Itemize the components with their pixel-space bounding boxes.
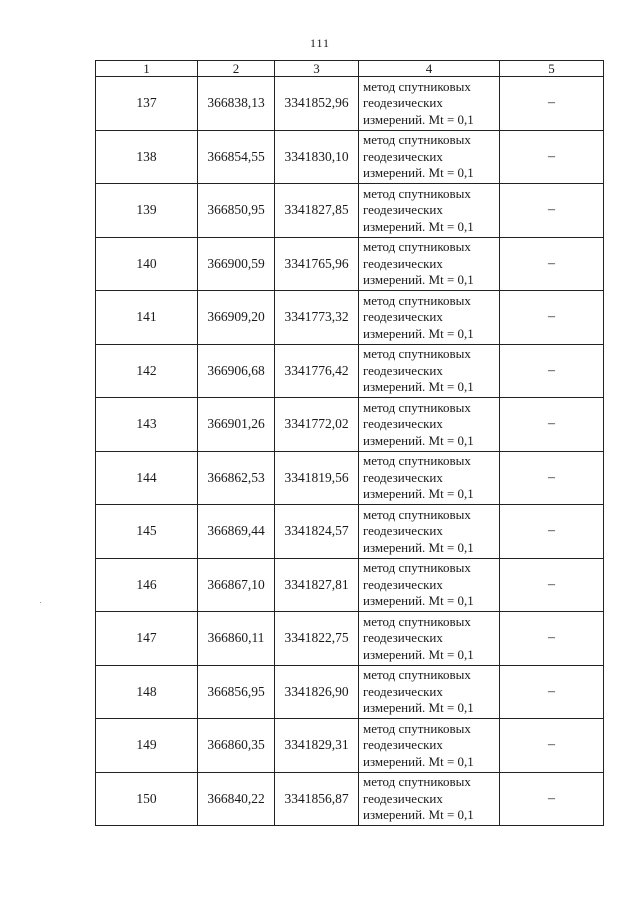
method-line: измерений. Mt = 0,1 [363,432,474,448]
method-description [359,398,500,452]
method-line: геодезических [363,683,443,699]
remark: – [500,451,604,505]
table-row [96,237,604,291]
point-number: 143 [96,398,198,452]
method-line: метод спутниковых [363,560,471,575]
point-number: 139 [96,184,198,238]
point-number: 145 [96,505,198,559]
table-row [96,184,604,238]
remark: – [500,291,604,345]
method-line: метод спутниковых [363,613,471,629]
remark: – [500,130,604,184]
point-number: 138 [96,130,198,184]
remark: – [500,505,604,559]
coordinate-x: 366856,95 [198,665,275,719]
coordinate-y: 3341765,96 [275,237,359,291]
method-line: геодезических [363,737,443,752]
coordinate-x: 366860,11 [198,612,275,666]
table-row [96,291,604,345]
coordinate-y: 3341776,42 [275,344,359,398]
point-number: 146 [96,558,198,612]
method-line: метод спутниковых [363,774,471,789]
method-description [359,665,500,719]
coordinate-x: 366867,10 [198,558,275,612]
method-description [359,451,500,505]
method-line: измерений. Mt = 0,1 [363,593,474,608]
method-line: геодезических [363,202,443,217]
coordinate-y: 3341852,96 [275,77,359,131]
method-description [359,505,500,559]
method-line: геодезических [363,630,443,645]
coordinate-x: 366840,22 [198,772,275,826]
table-row [96,344,604,398]
coordinate-x: 366838,13 [198,77,275,131]
method-line: метод спутниковых [363,720,471,736]
method-line: измерений. Mt = 0,1 [363,646,474,662]
method-description [359,612,500,666]
point-number: 149 [96,719,198,773]
remark: – [500,719,604,773]
scan-speck [40,602,41,603]
coordinate-y: 3341829,31 [275,719,359,773]
table-body [96,77,604,826]
method-line: измерений. Mt = 0,1 [363,807,474,822]
method-line: метод спутниковых [363,292,471,308]
point-number: 150 [96,772,198,826]
coordinate-y: 3341830,10 [275,130,359,184]
method-description [359,344,500,398]
coordinate-y: 3341827,85 [275,184,359,238]
coordinate-x: 366900,59 [198,237,275,291]
coordinate-y: 3341773,32 [275,291,359,345]
table-row [96,665,604,719]
remark: – [500,772,604,826]
header-col-2: 2 [198,61,275,77]
header-col-4: 4 [359,61,500,77]
coordinate-y: 3341822,75 [275,612,359,666]
coordinate-y: 3341772,02 [275,398,359,452]
header-col-1: 1 [96,61,198,77]
coordinate-x: 366860,35 [198,719,275,773]
remark: – [500,184,604,238]
remark: – [500,398,604,452]
coordinate-y: 3341856,87 [275,772,359,826]
remark: – [500,665,604,719]
header-col-5: 5 [500,61,604,77]
header-row [96,61,604,77]
table-row [96,719,604,773]
table-row [96,772,604,826]
method-line: измерений. Mt = 0,1 [363,218,474,234]
page-number: 111 [309,36,331,50]
method-line: геодезических [363,309,443,324]
method-description [359,130,500,184]
remark: – [500,237,604,291]
coordinates-table [95,60,604,826]
remark: – [500,344,604,398]
method-line: метод спутниковых [363,132,471,147]
point-number: 137 [96,77,198,131]
coordinate-x: 366850,95 [198,184,275,238]
method-line: геодезических [363,469,443,485]
method-line: геодезических [363,362,443,378]
method-line: метод спутниковых [363,239,471,254]
method-line: измерений. Mt = 0,1 [363,379,474,394]
point-number: 141 [96,291,198,345]
coordinate-y: 3341819,56 [275,451,359,505]
coordinate-x: 366901,26 [198,398,275,452]
coordinate-x: 366862,53 [198,451,275,505]
coordinate-y: 3341826,90 [275,665,359,719]
method-line: геодезических [363,523,443,538]
method-line: геодезических [363,576,443,592]
method-description [359,558,500,612]
method-line: метод спутниковых [363,506,471,522]
method-description [359,77,500,131]
remark: – [500,77,604,131]
method-line: измерений. Mt = 0,1 [363,325,474,341]
coordinate-x: 366906,68 [198,344,275,398]
method-line: метод спутниковых [363,78,471,94]
table-row [96,451,604,505]
method-line: метод спутниковых [363,667,471,682]
method-line: измерений. Mt = 0,1 [363,486,474,501]
point-number: 148 [96,665,198,719]
method-description [359,719,500,773]
point-number: 144 [96,451,198,505]
table-row [96,505,604,559]
method-line: измерений. Mt = 0,1 [363,272,474,287]
method-line: геодезических [363,790,443,806]
header-col-3: 3 [275,61,359,77]
method-line: метод спутниковых [363,453,471,468]
method-line: геодезических [363,148,443,164]
coordinate-y: 3341827,81 [275,558,359,612]
coordinate-x: 366869,44 [198,505,275,559]
method-line: измерений. Mt = 0,1 [363,165,474,180]
method-line: геодезических [363,95,443,110]
remark: – [500,612,604,666]
method-line: измерений. Mt = 0,1 [363,753,474,769]
table-row [96,612,604,666]
method-line: измерений. Mt = 0,1 [363,539,474,555]
point-number: 140 [96,237,198,291]
method-line: геодезических [363,255,443,271]
coordinate-x: 366909,20 [198,291,275,345]
coordinate-x: 366854,55 [198,130,275,184]
method-description [359,772,500,826]
remark: – [500,558,604,612]
method-line: геодезических [363,416,443,431]
table-header [96,61,604,77]
method-line: метод спутниковых [363,185,471,201]
point-number: 147 [96,612,198,666]
method-line: измерений. Mt = 0,1 [363,700,474,715]
table-row [96,77,604,131]
method-description [359,184,500,238]
coordinate-y: 3341824,57 [275,505,359,559]
method-line: метод спутниковых [363,399,471,415]
table-row [96,130,604,184]
method-description [359,237,500,291]
table-row [96,558,604,612]
table-row [96,398,604,452]
method-description [359,291,500,345]
method-line: измерений. Mt = 0,1 [363,111,474,127]
method-line: метод спутниковых [363,346,471,361]
point-number: 142 [96,344,198,398]
